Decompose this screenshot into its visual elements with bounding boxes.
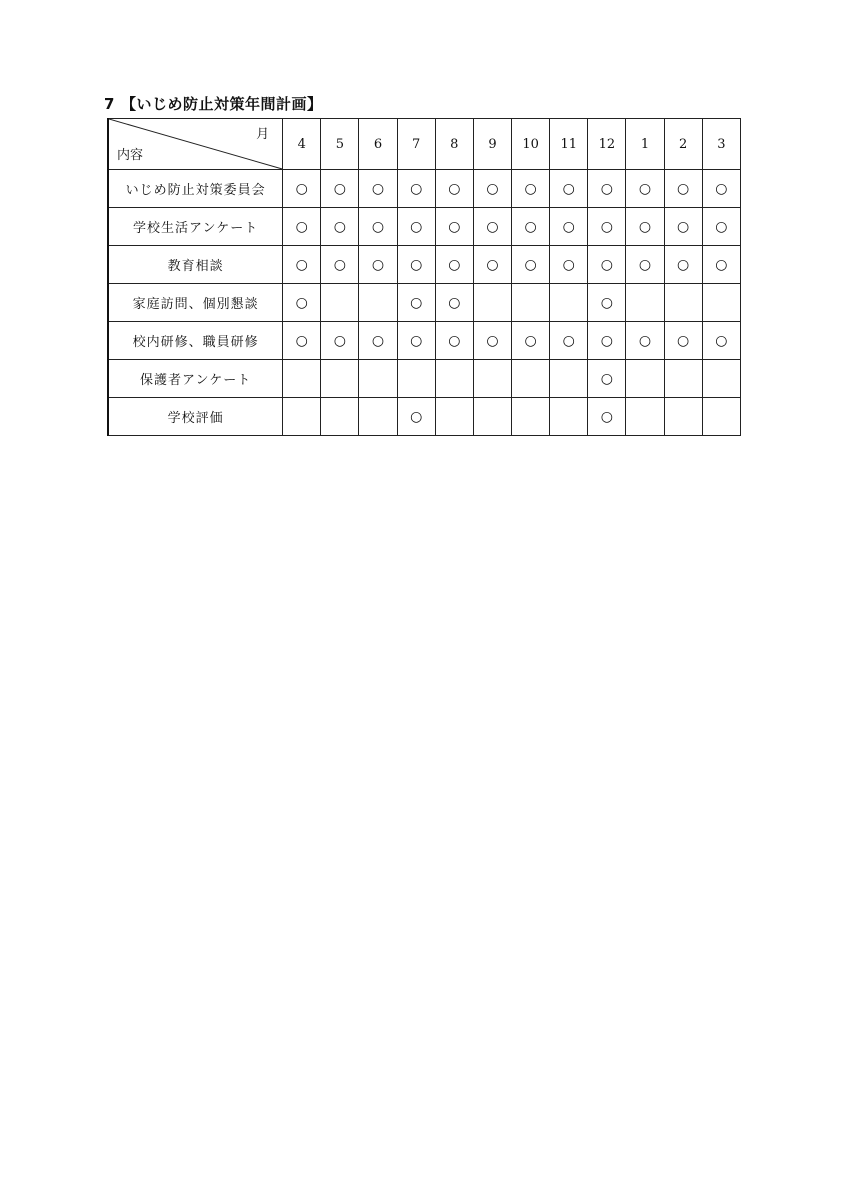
scheduled-mark: ○ (600, 218, 613, 235)
schedule-cell (397, 208, 435, 246)
scheduled-mark: ○ (410, 180, 423, 197)
schedule-cell (512, 246, 550, 284)
table-row (108, 360, 741, 398)
scheduled-mark: ○ (600, 180, 613, 197)
schedule-cell (550, 284, 588, 322)
schedule-cell (435, 398, 473, 436)
scheduled-mark: ○ (371, 332, 385, 349)
scheduled-mark: ○ (677, 256, 690, 273)
table-row (108, 170, 741, 208)
plan-body (108, 170, 741, 436)
schedule-cell (473, 170, 511, 208)
month-header-cell: 3 (702, 119, 740, 170)
scheduled-mark: ○ (295, 218, 308, 235)
section-heading (104, 93, 322, 114)
schedule-cell (473, 398, 511, 436)
scheduled-mark: ○ (600, 370, 613, 387)
scheduled-mark: ○ (448, 332, 461, 349)
schedule-cell (702, 284, 740, 322)
schedule-cell (321, 208, 359, 246)
scheduled-mark: ○ (410, 294, 423, 311)
schedule-cell (473, 246, 511, 284)
schedule-cell (626, 170, 664, 208)
schedule-cell (588, 246, 626, 284)
schedule-cell (550, 170, 588, 208)
schedule-cell (435, 170, 473, 208)
schedule-cell (626, 246, 664, 284)
schedule-cell (283, 360, 321, 398)
scheduled-mark: ○ (562, 256, 575, 273)
schedule-cell (397, 360, 435, 398)
scheduled-mark: ○ (448, 294, 461, 311)
schedule-cell (626, 322, 664, 360)
scheduled-mark: ○ (371, 218, 385, 235)
schedule-cell (321, 246, 359, 284)
schedule-cell (512, 284, 550, 322)
scheduled-mark: ○ (600, 408, 613, 425)
schedule-cell (626, 208, 664, 246)
schedule-cell (664, 360, 702, 398)
schedule-cell (550, 208, 588, 246)
schedule-cell (550, 398, 588, 436)
schedule-cell (512, 208, 550, 246)
schedule-cell (397, 284, 435, 322)
schedule-cell (550, 246, 588, 284)
scheduled-mark: ○ (333, 180, 346, 197)
scheduled-mark: ○ (410, 218, 423, 235)
schedule-cell (473, 284, 511, 322)
row-label: 学校評価 (108, 398, 283, 436)
scheduled-mark: ○ (448, 256, 461, 273)
scheduled-mark: ○ (448, 180, 461, 197)
scheduled-mark: ○ (486, 332, 499, 349)
schedule-cell (512, 170, 550, 208)
schedule-cell (397, 398, 435, 436)
schedule-cell (283, 284, 321, 322)
scheduled-mark: ○ (333, 256, 346, 273)
schedule-cell (283, 246, 321, 284)
schedule-cell (664, 170, 702, 208)
scheduled-mark: ○ (295, 294, 308, 311)
schedule-cell (435, 246, 473, 284)
scheduled-mark: ○ (410, 408, 423, 425)
schedule-cell (626, 284, 664, 322)
schedule-cell (550, 360, 588, 398)
scheduled-mark: ○ (333, 218, 346, 235)
scheduled-mark: ○ (295, 256, 308, 273)
scheduled-mark: ○ (600, 294, 613, 311)
scheduled-mark: ○ (715, 180, 728, 197)
schedule-cell (512, 398, 550, 436)
scheduled-mark: ○ (562, 180, 575, 197)
month-header-cell: 9 (473, 119, 511, 170)
schedule-cell (702, 246, 740, 284)
row-label: 校内研修、職員研修 (108, 322, 283, 360)
schedule-cell (588, 322, 626, 360)
section-title: 【いじめ防止対策年間計画】 (120, 95, 323, 113)
month-header-cell: 12 (588, 119, 626, 170)
month-header-cell: 11 (550, 119, 588, 170)
schedule-cell (664, 208, 702, 246)
month-header-cell: 6 (359, 119, 397, 170)
schedule-cell (321, 398, 359, 436)
scheduled-mark: ○ (715, 218, 728, 235)
schedule-cell (512, 360, 550, 398)
month-header-cell: 1 (626, 119, 664, 170)
month-header-cell: 10 (512, 119, 550, 170)
schedule-cell (435, 322, 473, 360)
scheduled-mark: ○ (486, 256, 499, 273)
month-header-row (108, 119, 741, 170)
scheduled-mark: ○ (524, 180, 537, 197)
schedule-cell (359, 284, 397, 322)
schedule-cell (664, 322, 702, 360)
schedule-cell (473, 360, 511, 398)
row-label: いじめ防止対策委員会 (108, 170, 283, 208)
scheduled-mark: ○ (371, 180, 385, 197)
schedule-cell (550, 322, 588, 360)
scheduled-mark: ○ (448, 218, 461, 235)
schedule-cell (283, 170, 321, 208)
scheduled-mark: ○ (562, 218, 575, 235)
scheduled-mark: ○ (486, 218, 499, 235)
schedule-cell (588, 284, 626, 322)
schedule-cell (321, 322, 359, 360)
schedule-cell (321, 170, 359, 208)
schedule-cell (588, 398, 626, 436)
schedule-cell (702, 398, 740, 436)
scheduled-mark: ○ (486, 180, 499, 197)
schedule-cell (588, 360, 626, 398)
month-header-cell: 7 (397, 119, 435, 170)
schedule-cell (588, 208, 626, 246)
scheduled-mark: ○ (638, 332, 652, 349)
row-label: 教育相談 (108, 246, 283, 284)
schedule-cell (702, 170, 740, 208)
schedule-cell (435, 208, 473, 246)
scheduled-mark: ○ (295, 332, 308, 349)
scheduled-mark: ○ (638, 256, 652, 273)
month-header-cell: 4 (283, 119, 321, 170)
scheduled-mark: ○ (410, 256, 423, 273)
scheduled-mark: ○ (638, 180, 652, 197)
scheduled-mark: ○ (600, 256, 613, 273)
schedule-cell (359, 322, 397, 360)
schedule-cell (702, 208, 740, 246)
schedule-cell (435, 284, 473, 322)
scheduled-mark: ○ (715, 256, 728, 273)
scheduled-mark: ○ (638, 218, 652, 235)
schedule-cell (321, 284, 359, 322)
schedule-cell (664, 398, 702, 436)
month-header-cell: 2 (664, 119, 702, 170)
schedule-cell (664, 246, 702, 284)
schedule-cell (397, 322, 435, 360)
schedule-cell (283, 322, 321, 360)
scheduled-mark: ○ (371, 256, 385, 273)
scheduled-mark: ○ (677, 180, 690, 197)
schedule-cell (473, 322, 511, 360)
schedule-cell (359, 170, 397, 208)
section-number: 7 (104, 95, 115, 113)
schedule-cell (359, 208, 397, 246)
scheduled-mark: ○ (562, 332, 575, 349)
schedule-cell (512, 322, 550, 360)
schedule-cell (283, 398, 321, 436)
table-row (108, 208, 741, 246)
schedule-cell (626, 360, 664, 398)
table-row (108, 246, 741, 284)
schedule-cell (473, 208, 511, 246)
row-label: 保護者アンケート (108, 360, 283, 398)
schedule-cell (435, 360, 473, 398)
corner-cell (108, 119, 283, 170)
scheduled-mark: ○ (410, 332, 423, 349)
scheduled-mark: ○ (677, 218, 690, 235)
corner-content-label: 内容 (117, 148, 144, 163)
month-header-cell: 5 (321, 119, 359, 170)
table-row (108, 398, 741, 436)
table-row (108, 284, 741, 322)
schedule-cell (283, 208, 321, 246)
row-label: 学校生活アンケート (108, 208, 283, 246)
schedule-cell (702, 322, 740, 360)
scheduled-mark: ○ (524, 256, 537, 273)
schedule-cell (588, 170, 626, 208)
schedule-cell (359, 398, 397, 436)
schedule-cell (397, 246, 435, 284)
scheduled-mark: ○ (524, 332, 537, 349)
schedule-cell (702, 360, 740, 398)
schedule-cell (359, 360, 397, 398)
scheduled-mark: ○ (600, 332, 613, 349)
corner-month-label: 月 (256, 127, 270, 142)
row-label: 家庭訪問、個別懇談 (108, 284, 283, 322)
scheduled-mark: ○ (524, 218, 537, 235)
scheduled-mark: ○ (677, 332, 690, 349)
scheduled-mark: ○ (333, 332, 346, 349)
scheduled-mark: ○ (715, 332, 728, 349)
schedule-cell (626, 398, 664, 436)
schedule-cell (664, 284, 702, 322)
annual-plan-table (107, 118, 741, 436)
schedule-cell (321, 360, 359, 398)
schedule-cell (397, 170, 435, 208)
month-header-cell: 8 (435, 119, 473, 170)
schedule-cell (359, 246, 397, 284)
table-row (108, 322, 741, 360)
scheduled-mark: ○ (295, 180, 308, 197)
